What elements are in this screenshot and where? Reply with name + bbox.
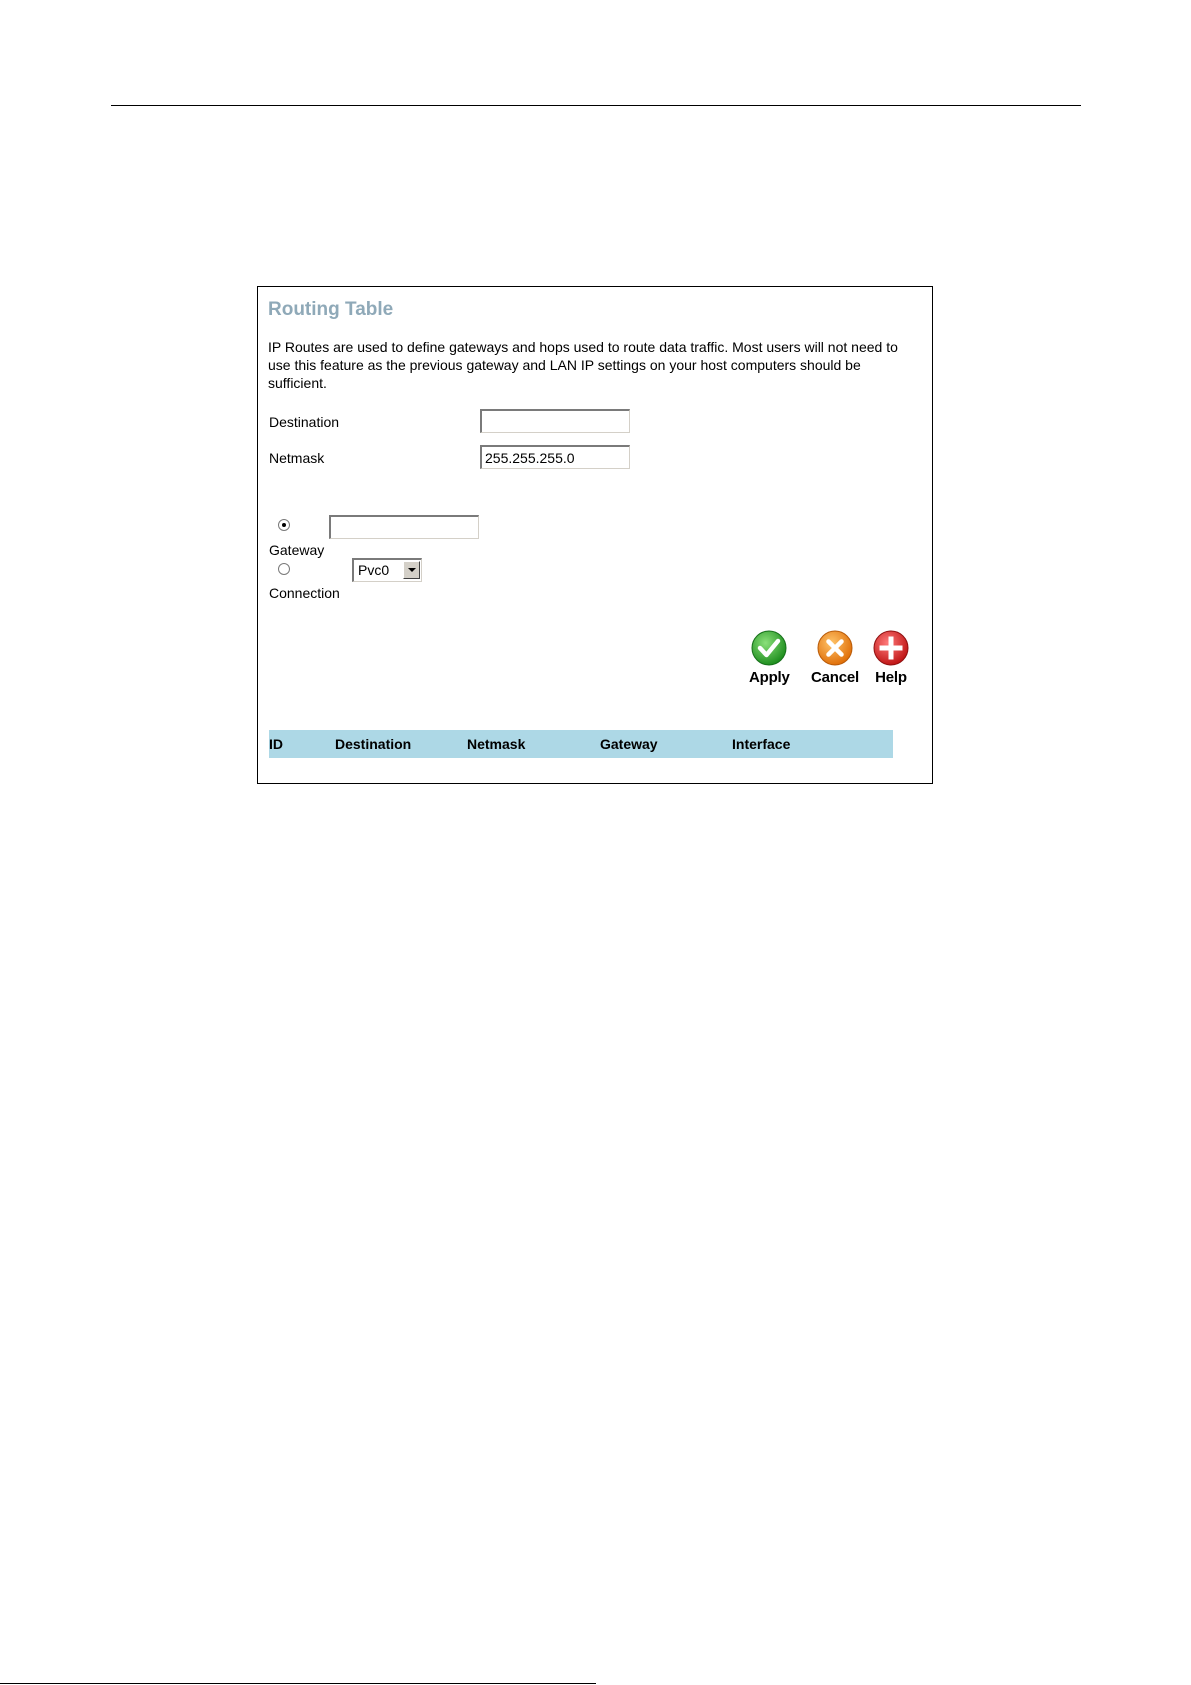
gateway-radio[interactable] xyxy=(278,519,290,531)
panel-description: IP Routes are used to define gateways and hops used to route data traffic. Most users will not need to use this feature as the previous gateway and LAN IP settings on your host computers should be sufficient. xyxy=(268,339,898,391)
connection-label: Connection xyxy=(269,585,340,601)
connection-select-value: Pvc0 xyxy=(358,562,390,578)
chevron-down-icon[interactable] xyxy=(403,561,420,579)
plus-circle-icon xyxy=(872,629,910,667)
cancel-label: Cancel xyxy=(811,669,859,686)
help-label: Help xyxy=(875,669,907,686)
gateway-input[interactable] xyxy=(329,515,479,539)
routes-table-header xyxy=(269,730,893,758)
column-header-destination: Destination xyxy=(335,736,412,752)
column-header-gateway: Gateway xyxy=(600,736,658,752)
x-circle-icon xyxy=(816,629,854,667)
netmask-input[interactable] xyxy=(480,445,630,469)
destination-input[interactable] xyxy=(480,409,630,433)
destination-label: Destination xyxy=(269,414,340,430)
column-header-interface: Interface xyxy=(732,736,791,752)
cancel-button[interactable] xyxy=(811,629,859,686)
page-bottom-rule xyxy=(0,1683,596,1684)
check-circle-icon xyxy=(750,629,788,667)
panel-title: Routing Table xyxy=(268,299,394,320)
connection-select[interactable] xyxy=(352,558,422,582)
gateway-label: Gateway xyxy=(269,542,325,558)
column-header-netmask: Netmask xyxy=(467,736,526,752)
apply-button[interactable] xyxy=(749,629,790,686)
connection-radio[interactable] xyxy=(278,563,290,575)
apply-label: Apply xyxy=(749,669,790,686)
netmask-label: Netmask xyxy=(269,450,325,466)
routing-table-panel xyxy=(257,286,933,784)
column-header-id: ID xyxy=(269,736,283,752)
help-button[interactable] xyxy=(872,629,910,686)
page-top-rule xyxy=(111,105,1081,106)
